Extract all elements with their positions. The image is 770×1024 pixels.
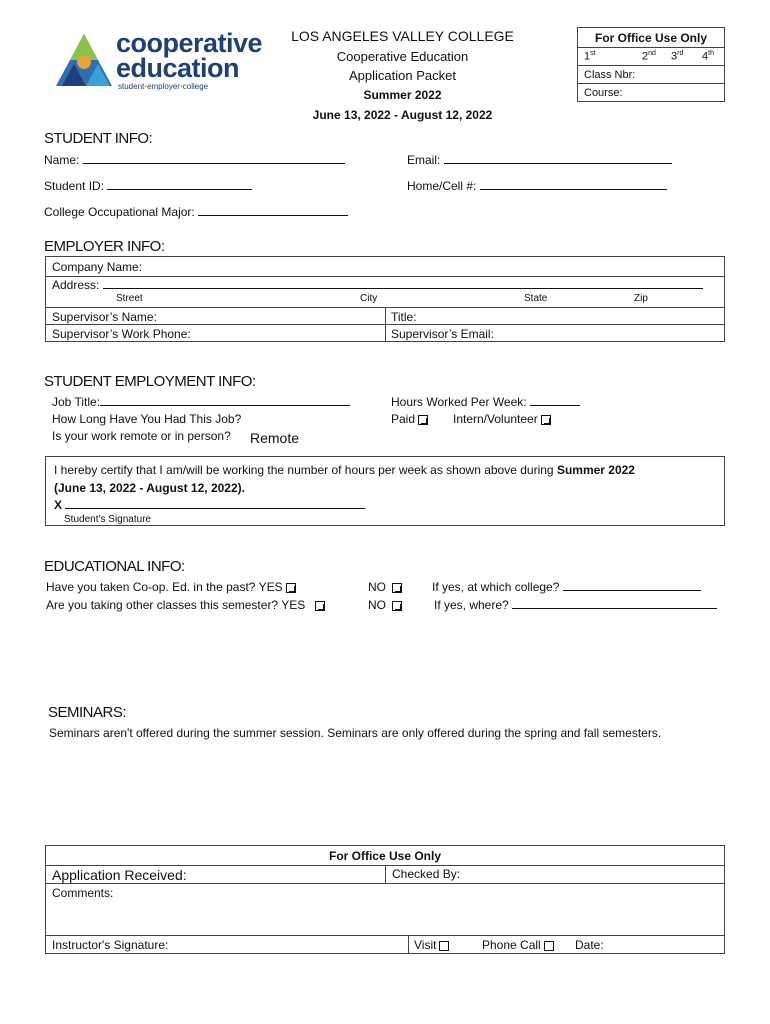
title-field[interactable]: Title: (391, 310, 417, 324)
name-field[interactable]: Name: (44, 153, 345, 167)
signature-line[interactable]: X (54, 498, 365, 512)
checked-by-label: Checked By: (392, 867, 461, 881)
city-label: City (360, 293, 378, 304)
student-id-field[interactable]: Student ID: (44, 179, 252, 193)
hours-field[interactable]: Hours Worked Per Week: (391, 395, 580, 409)
logo-word-cooperative: cooperative (116, 28, 263, 58)
zip-label: Zip (634, 293, 648, 304)
which-college-field[interactable]: If yes, at which college? (432, 580, 701, 594)
office-use-bottom-box (45, 845, 725, 954)
class-nbr-label: Class Nbr: (584, 69, 636, 81)
paid-checkbox[interactable] (418, 415, 428, 425)
major-field[interactable]: College Occupational Major: (44, 205, 348, 219)
coop-past-question: Have you taken Co-op. Ed. in the past? YES (46, 580, 296, 594)
how-long-field[interactable]: How Long Have You Had This Job? (52, 412, 242, 426)
phone-call-checkbox[interactable] (544, 941, 554, 951)
logo-tagline: student•employer•college (118, 82, 209, 91)
classes-no-checkbox[interactable] (392, 601, 402, 611)
visit-checkbox[interactable] (439, 941, 449, 951)
visit-option[interactable]: Visit (414, 938, 449, 952)
phone-call-option[interactable]: Phone Call (482, 938, 554, 952)
student-info-heading: STUDENT INFO: (44, 130, 153, 147)
instructor-signature-label: Instructor's Signature: (52, 938, 169, 952)
supervisor-email-field[interactable]: Supervisor’s Email: (391, 327, 494, 341)
logo-word-education: education (116, 53, 240, 83)
classes-no-option[interactable]: NO (368, 598, 402, 612)
term-1: 1st (584, 50, 596, 63)
remote-question: Is your work remote or in person? (52, 429, 231, 443)
employer-info-box (45, 256, 725, 342)
supervisor-name-field[interactable]: Supervisor’s Name: (52, 310, 157, 324)
application-received-label: Application Received: (52, 867, 187, 883)
coop-yes-checkbox[interactable] (286, 583, 296, 593)
intern-option[interactable]: Intern/Volunteer (453, 412, 551, 426)
employment-info-heading: STUDENT EMPLOYMENT INFO: (44, 373, 256, 390)
term-3: 3rd (671, 50, 684, 63)
address-field[interactable]: Address: (52, 278, 703, 292)
date-label: Date: (575, 938, 604, 952)
term-2: 2nd (642, 50, 656, 63)
employer-info-heading: EMPLOYER INFO: (44, 238, 165, 255)
job-title-field[interactable]: Job Title: (52, 395, 350, 409)
home-cell-field[interactable]: Home/Cell #: (407, 179, 667, 193)
certify-dates: (June 13, 2022 - August 12, 2022). (54, 481, 245, 495)
certify-box (45, 456, 725, 526)
street-label: Street (116, 293, 143, 304)
office-use-title: For Office Use Only (594, 31, 708, 45)
classes-yes-checkbox[interactable] (315, 601, 325, 611)
state-label: State (524, 293, 548, 304)
signature-label: Student’s Signature (64, 514, 152, 525)
paid-option[interactable]: Paid (391, 412, 428, 426)
college-name: LOS ANGELES VALLEY COLLEGE (291, 28, 514, 44)
office-bottom-title: For Office Use Only (328, 849, 442, 863)
email-field[interactable]: Email: (407, 153, 672, 167)
header-line2: Application Packet (349, 68, 456, 83)
seminars-heading: SEMINARS: (48, 704, 127, 721)
term-4: 4th (702, 50, 714, 63)
intern-checkbox[interactable] (541, 415, 551, 425)
office-use-top-box (577, 27, 725, 102)
remote-answer[interactable]: Remote (250, 430, 300, 446)
header-line1: Cooperative Education (336, 49, 469, 64)
company-name-field[interactable]: Company Name: (52, 260, 143, 274)
coop-no-checkbox[interactable] (392, 583, 402, 593)
other-classes-question: Are you taking other classes this semester? YES (46, 598, 325, 612)
header-session: Summer 2022 (363, 88, 442, 102)
where-field[interactable]: If yes, where? (434, 598, 717, 612)
comments-label: Comments: (52, 886, 114, 900)
course-label: Course: (584, 87, 623, 99)
certify-text: I hereby certify that I am/will be working the number of hours per week as shown above during Summer 2022 (54, 463, 635, 477)
seminars-text: Seminars aren't offered during the summer session. Seminars are only offered during the spring and fall semesters. (49, 726, 662, 740)
educational-info-heading: EDUCATIONAL INFO: (44, 558, 185, 575)
logo (54, 28, 263, 92)
header-dates: June 13, 2022 - August 12, 2022 (312, 108, 493, 122)
supervisor-phone-field[interactable]: Supervisor’s Work Phone: (52, 327, 191, 341)
coop-no-option[interactable]: NO (368, 580, 402, 594)
puzzle-logo-icon (54, 32, 114, 90)
